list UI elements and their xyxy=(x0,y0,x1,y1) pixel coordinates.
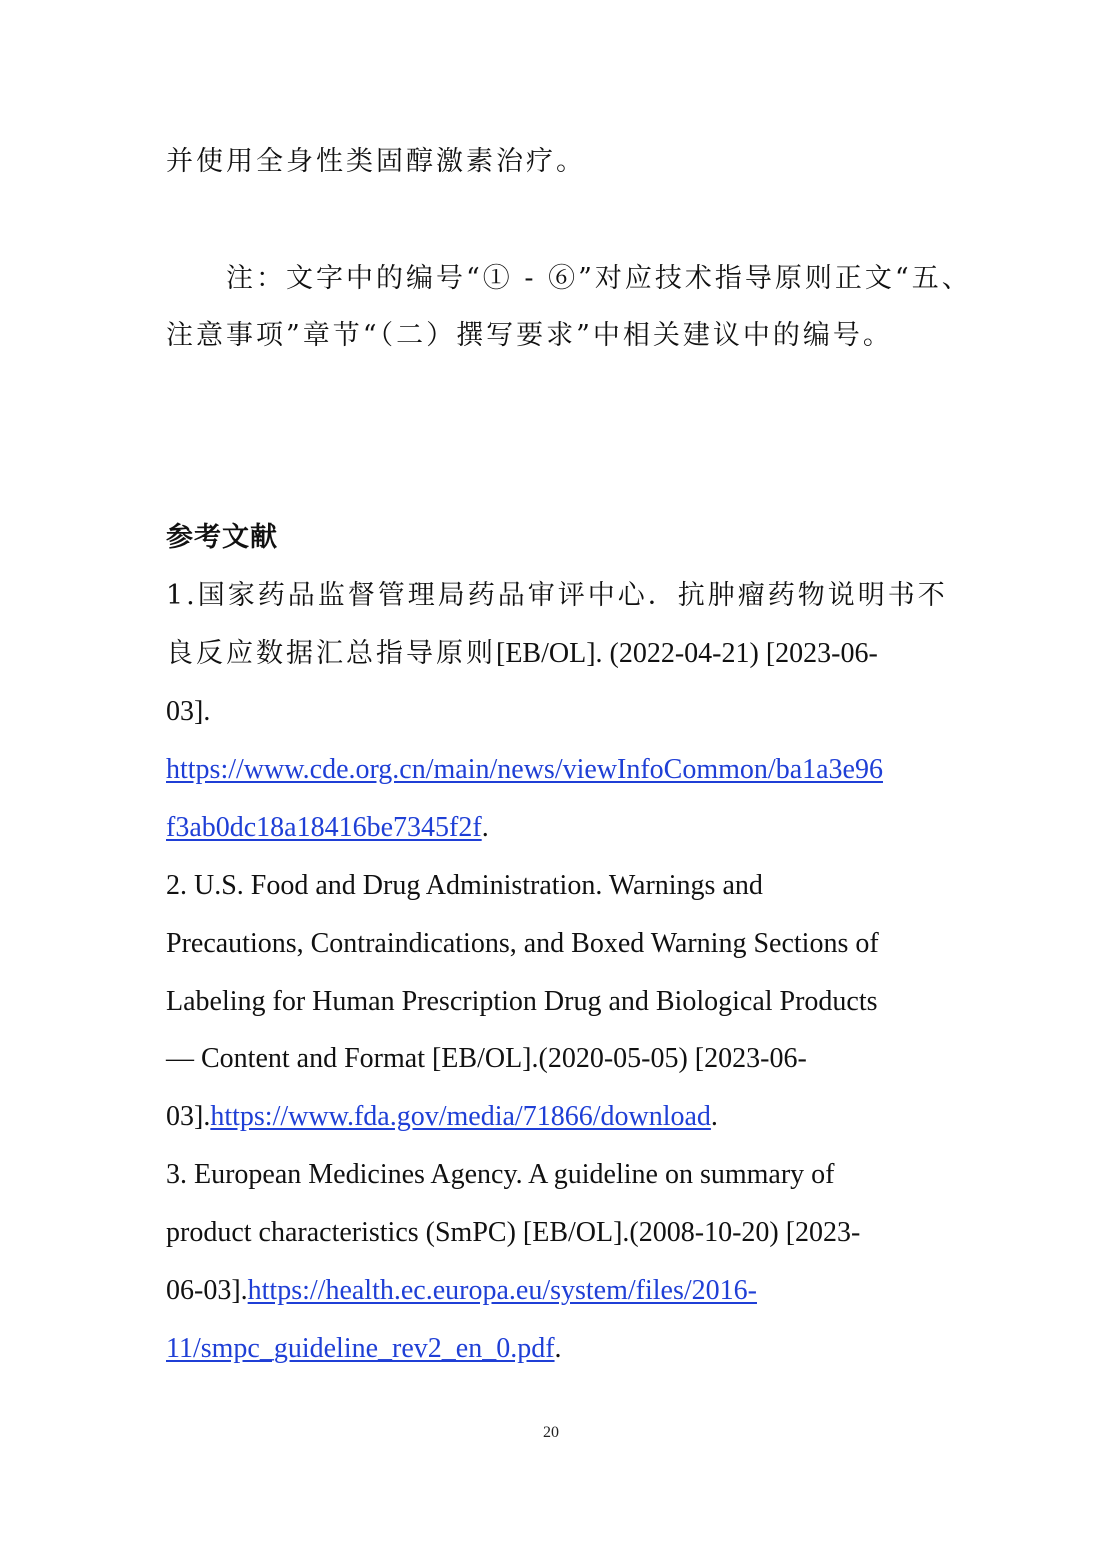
reference-1-url-line-2[interactable] xyxy=(166,812,489,844)
reference-3-link-part-2[interactable]: 11/smpc_guideline_rev2_en_0.pdf xyxy=(166,1333,555,1364)
reference-2-accessed-date: 03]. xyxy=(166,1101,211,1132)
reference-2-period: . xyxy=(710,1101,718,1132)
reference-2-line-1: 2. U.S. Food and Drug Administration. Warnings and xyxy=(166,870,763,901)
reference-1-line-3: 03]. xyxy=(166,696,211,727)
reference-1-link-part-2[interactable]: f3ab0dc18a18416be7345f2f xyxy=(166,812,482,843)
reference-3-line-1: 3. European Medicines Agency. A guideline on summary of xyxy=(166,1159,835,1190)
references-heading: 参考文献 xyxy=(166,522,278,553)
reference-2-line-4: — Content and Format [EB/OL].(2020-05-05) [2023-06- xyxy=(166,1043,807,1074)
reference-3-link-part-1[interactable]: https://health.ec.europa.eu/system/files/2016- xyxy=(247,1275,757,1306)
reference-3-period: . xyxy=(554,1333,562,1364)
reference-2-link[interactable]: https://www.fda.gov/media/71866/download xyxy=(210,1101,711,1132)
reference-1-date: [EB/OL]. (2022-04-21) [2023-06- xyxy=(496,638,878,669)
reference-1-link-part-1[interactable]: https://www.cde.org.cn/main/news/viewInfoCommon/ba1a3e96 xyxy=(166,754,883,785)
reference-3-accessed-date: 06-03]. xyxy=(166,1275,248,1306)
page-number: 20 xyxy=(543,1424,559,1441)
note-line-2: 注意事项”章节“（二）撰写要求”中相关建议中的编号。 xyxy=(166,320,893,351)
reference-2-line-5[interactable] xyxy=(166,1101,718,1133)
body-paragraph-line: 并使用全身性类固醇激素治疗。 xyxy=(166,146,586,177)
reference-1-line-1: 1.国家药品监督管理局药品审评中心．抗肿瘤药物说明书不 xyxy=(166,580,948,611)
reference-3-line-2: product characteristics (SmPC) [EB/OL].(2008-10-20) [2023- xyxy=(166,1217,861,1248)
reference-2-line-3: Labeling for Human Prescription Drug and Biological Products xyxy=(166,986,878,1017)
reference-1-title-cn: 良反应数据汇总指导原则 xyxy=(166,638,496,669)
reference-1-period: . xyxy=(481,812,489,843)
reference-3-line-4[interactable] xyxy=(166,1333,562,1365)
reference-1-line-2 xyxy=(166,638,878,670)
reference-3-line-3[interactable] xyxy=(166,1275,757,1307)
reference-1-url-line-1[interactable] xyxy=(166,754,883,786)
note-line-1: 注：文字中的编号“① - ⑥”对应技术指导原则正文“五、 xyxy=(226,263,972,294)
reference-2-line-2: Precautions, Contraindications, and Boxed Warning Sections of xyxy=(166,928,879,959)
